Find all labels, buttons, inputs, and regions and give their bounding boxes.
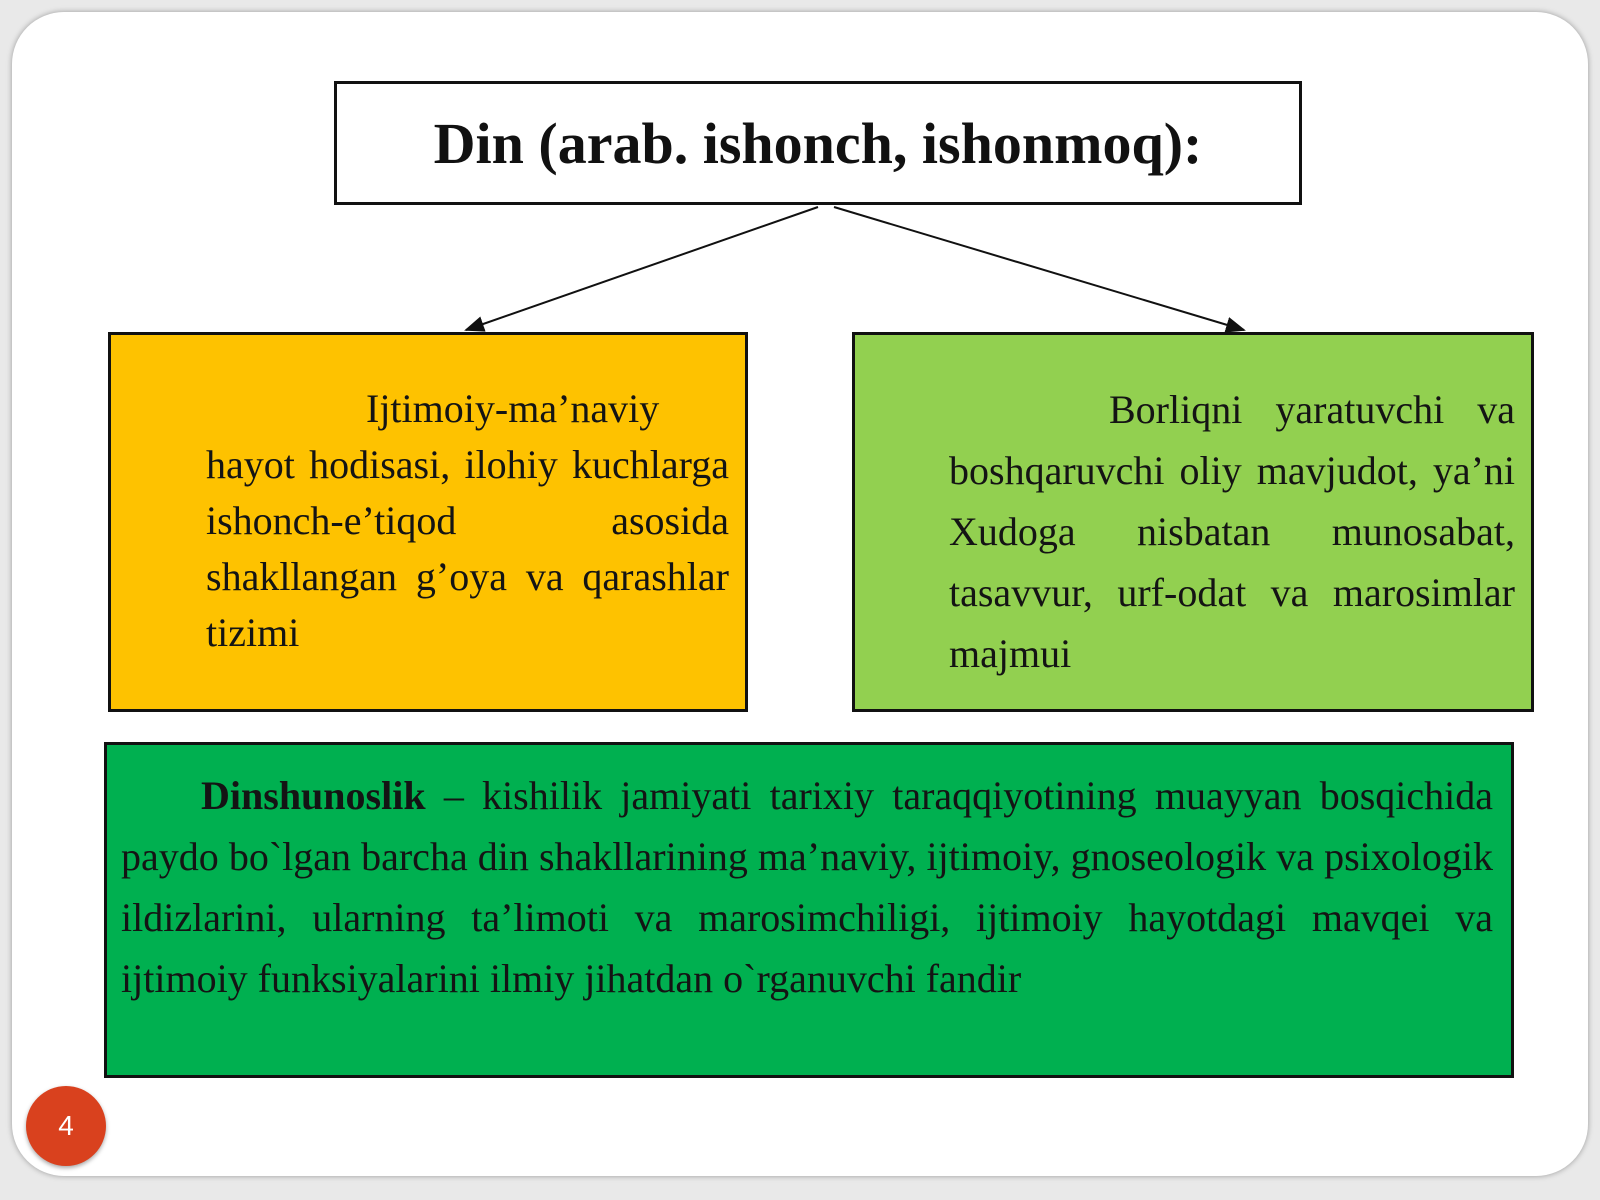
arrow-to-left-box [466,207,818,330]
slide [12,12,1588,1176]
definition-text-left: Ijtimoiy-ma’naviy hayot hodisasi, ilohiy kuchlarga ishonch-e’tiqod asosida shakllangan g’oya va qarashlar tizimi [206,386,729,655]
dinshunoslik-definition-box [104,742,1514,1078]
page-number-badge [26,1086,106,1166]
dinshunoslik-definition-text: – kishilik jamiyati tarixiy taraqqiyotining muayyan bosqichida paydo bo`lgan barcha din shakllarining ma’naviy, ijtimoiy, gnoseologik va psixologik ildizlarini, ularning ta’limoti va marosimchiligi, ijtimoiy hayotdagi mavqei va ijtimoiy funksiyalarini ilmiy jihatdan o`rganuvchi fandir [121,773,1493,1001]
term-dinshunoslik: Dinshunoslik [201,773,426,818]
slide-title: Din (arab. ishonch, ishonmoq): [433,110,1203,176]
arrow-to-right-box [834,207,1244,330]
page-number: 4 [58,1110,74,1141]
definition-text-right: Borliqni yaratuvchi va boshqaruvchi oliy mavjudot, ya’ni Xudoga nisbatan munosabat, tasavvur, urf-odat va marosimlar majmui [949,387,1515,676]
definition-box-left [108,332,748,712]
definition-box-right [852,332,1534,712]
dinshunoslik-definition [121,765,1493,1009]
